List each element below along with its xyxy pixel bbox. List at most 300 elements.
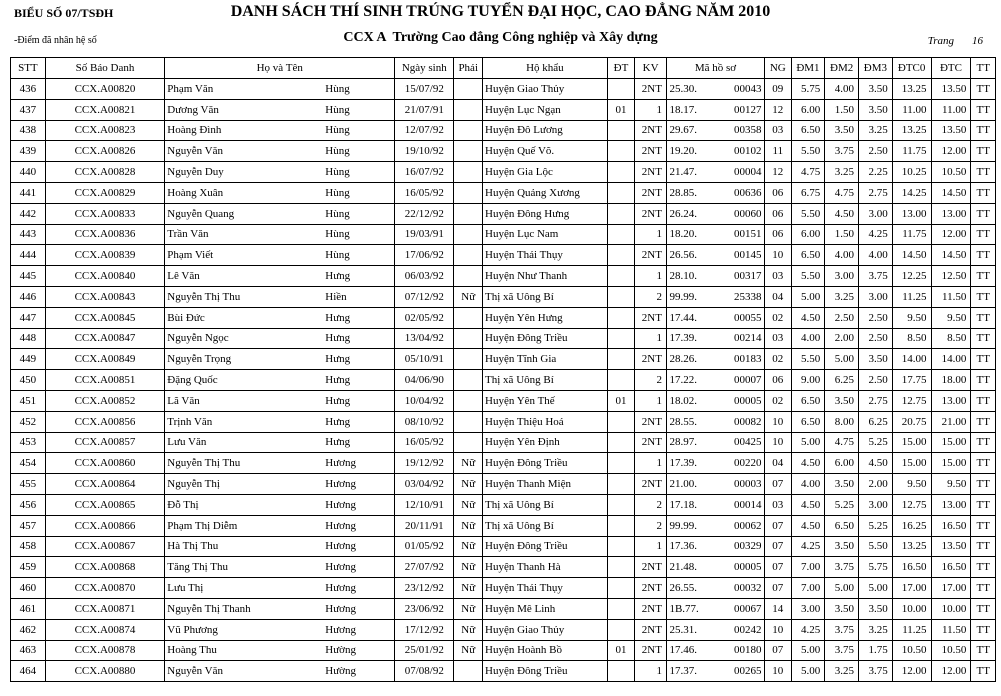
column-header: ĐTC bbox=[931, 58, 971, 79]
cell-name bbox=[165, 224, 395, 245]
cell-residence: Huyện Thanh Miện bbox=[483, 474, 608, 495]
table-body bbox=[11, 79, 996, 682]
cell-dm3: 3.25 bbox=[859, 619, 893, 640]
cell-dtc0: 12.75 bbox=[892, 494, 931, 515]
table-row bbox=[11, 619, 996, 640]
cell-dob: 23/06/92 bbox=[395, 598, 454, 619]
cell-residence: Huyện Tĩnh Gia bbox=[483, 349, 608, 370]
cell-dt bbox=[607, 266, 635, 287]
cell-dm2: 4.75 bbox=[825, 432, 859, 453]
cell-dossier-number: 00636 bbox=[733, 186, 762, 199]
column-header: ĐM1 bbox=[791, 58, 825, 79]
cell-dm1: 4.50 bbox=[791, 307, 825, 328]
cell-dm3: 2.50 bbox=[859, 141, 893, 162]
cell-stt: 462 bbox=[11, 619, 46, 640]
column-header: ĐM2 bbox=[825, 58, 859, 79]
cell-dossier-prefix: 26.56. bbox=[669, 249, 697, 262]
cell-given-name: Hưng bbox=[325, 270, 351, 283]
cell-dossier bbox=[666, 349, 764, 370]
cell-dossier bbox=[666, 640, 764, 661]
cell-dtc: 9.50 bbox=[931, 307, 971, 328]
table-row bbox=[11, 245, 996, 266]
cell-surname: Nguyễn Trọng bbox=[167, 353, 232, 366]
cell-kv: 1 bbox=[635, 266, 667, 287]
cell-dtc: 13.50 bbox=[931, 120, 971, 141]
cell-given-name: Hưng bbox=[325, 374, 351, 387]
cell-dm2: 6.50 bbox=[825, 515, 859, 536]
cell-dossier-number: 00007 bbox=[733, 374, 762, 387]
column-header: KV bbox=[635, 58, 667, 79]
cell-residence: Huyện Yên Hưng bbox=[483, 307, 608, 328]
table-header bbox=[11, 58, 996, 79]
cell-dossier-number: 00067 bbox=[733, 602, 762, 615]
cell-dob: 12/10/91 bbox=[395, 494, 454, 515]
cell-gender: Nữ bbox=[454, 619, 483, 640]
cell-dossier-prefix: 21.47. bbox=[669, 166, 697, 179]
cell-dossier-prefix: 26.24. bbox=[669, 207, 697, 220]
cell-gender bbox=[454, 661, 483, 682]
cell-dtc: 13.50 bbox=[931, 79, 971, 100]
cell-gender bbox=[454, 79, 483, 100]
cell-dtc: 12.00 bbox=[931, 661, 971, 682]
score-note: -Điểm đã nhân hệ số bbox=[14, 35, 97, 46]
cell-gender bbox=[454, 120, 483, 141]
cell-sbd: CCX.A00851 bbox=[45, 370, 165, 391]
cell-tt: TT bbox=[971, 411, 996, 432]
cell-dossier-number: 00317 bbox=[733, 270, 762, 283]
cell-dt bbox=[607, 557, 635, 578]
cell-dob: 16/07/92 bbox=[395, 162, 454, 183]
cell-dob: 17/12/92 bbox=[395, 619, 454, 640]
cell-sbd: CCX.A00870 bbox=[45, 578, 165, 599]
table-row bbox=[11, 162, 996, 183]
cell-dossier-prefix: 21.48. bbox=[669, 561, 697, 574]
cell-given-name: Hường bbox=[325, 665, 357, 678]
cell-dossier-number: 00180 bbox=[733, 644, 762, 657]
cell-dtc0: 11.75 bbox=[892, 224, 931, 245]
cell-dm1: 5.50 bbox=[791, 203, 825, 224]
cell-dossier-prefix: 17.46. bbox=[669, 644, 697, 657]
cell-dtc0: 16.50 bbox=[892, 557, 931, 578]
cell-dob: 13/04/92 bbox=[395, 328, 454, 349]
cell-kv: 2 bbox=[635, 515, 667, 536]
cell-kv: 2NT bbox=[635, 578, 667, 599]
cell-dm1: 9.00 bbox=[791, 370, 825, 391]
cell-ng: 09 bbox=[765, 79, 792, 100]
cell-dtc: 21.00 bbox=[931, 411, 971, 432]
cell-ng: 11 bbox=[765, 141, 792, 162]
cell-dm1: 4.25 bbox=[791, 536, 825, 557]
cell-tt: TT bbox=[971, 266, 996, 287]
cell-surname: Nguyễn Thị bbox=[167, 478, 220, 491]
cell-gender bbox=[454, 328, 483, 349]
cell-dm1: 4.50 bbox=[791, 494, 825, 515]
cell-dm1: 4.50 bbox=[791, 515, 825, 536]
cell-gender: Nữ bbox=[454, 640, 483, 661]
cell-name bbox=[165, 349, 395, 370]
cell-given-name: Hương bbox=[325, 602, 357, 615]
cell-dossier-number: 00265 bbox=[733, 665, 762, 678]
cell-dossier-prefix: 99.99. bbox=[669, 290, 697, 303]
cell-tt: TT bbox=[971, 79, 996, 100]
cell-dossier-number: 00004 bbox=[733, 166, 762, 179]
school-line bbox=[0, 30, 1001, 46]
cell-surname: Phạm Thị Diễm bbox=[167, 519, 238, 532]
cell-given-name: Hương bbox=[325, 540, 357, 553]
cell-dtc0: 14.00 bbox=[892, 349, 931, 370]
cell-sbd: CCX.A00871 bbox=[45, 598, 165, 619]
cell-stt: 446 bbox=[11, 286, 46, 307]
cell-dtc0: 10.25 bbox=[892, 162, 931, 183]
school-name: Trường Cao đẳng Công nghiệp và Xây dựng bbox=[392, 30, 658, 45]
cell-name bbox=[165, 515, 395, 536]
cell-stt: 463 bbox=[11, 640, 46, 661]
cell-dtc0: 14.50 bbox=[892, 245, 931, 266]
cell-dt bbox=[607, 515, 635, 536]
cell-residence: Huyện Yên Thế bbox=[483, 390, 608, 411]
cell-stt: 456 bbox=[11, 494, 46, 515]
cell-dossier-number: 00032 bbox=[733, 582, 762, 595]
cell-gender: Nữ bbox=[454, 286, 483, 307]
cell-dob: 22/12/92 bbox=[395, 203, 454, 224]
cell-dossier bbox=[666, 286, 764, 307]
cell-dm2: 3.50 bbox=[825, 536, 859, 557]
cell-ng: 10 bbox=[765, 245, 792, 266]
cell-surname: Phạm Viết bbox=[167, 249, 214, 262]
cell-dm2: 3.00 bbox=[825, 266, 859, 287]
cell-given-name: Hương bbox=[325, 623, 357, 636]
cell-ng: 02 bbox=[765, 390, 792, 411]
cell-dossier bbox=[666, 474, 764, 495]
table-row bbox=[11, 640, 996, 661]
cell-dm3: 4.25 bbox=[859, 224, 893, 245]
cell-stt: 438 bbox=[11, 120, 46, 141]
cell-kv: 2NT bbox=[635, 162, 667, 183]
cell-dt bbox=[607, 203, 635, 224]
cell-dtc0: 17.75 bbox=[892, 370, 931, 391]
cell-sbd: CCX.A00840 bbox=[45, 266, 165, 287]
cell-stt: 460 bbox=[11, 578, 46, 599]
cell-dtc0: 20.75 bbox=[892, 411, 931, 432]
cell-dossier bbox=[666, 557, 764, 578]
cell-dossier-number: 00014 bbox=[733, 498, 762, 511]
cell-residence: Huyện Thái Thụy bbox=[483, 578, 608, 599]
cell-stt: 455 bbox=[11, 474, 46, 495]
cell-dossier bbox=[666, 182, 764, 203]
cell-sbd: CCX.A00845 bbox=[45, 307, 165, 328]
cell-dossier-prefix: 99.99. bbox=[669, 519, 697, 532]
cell-dossier-number: 00102 bbox=[733, 145, 762, 158]
cell-dm3: 2.75 bbox=[859, 390, 893, 411]
cell-name bbox=[165, 536, 395, 557]
cell-tt: TT bbox=[971, 162, 996, 183]
cell-gender: Nữ bbox=[454, 494, 483, 515]
cell-dm3: 2.00 bbox=[859, 474, 893, 495]
cell-dm3: 2.50 bbox=[859, 370, 893, 391]
cell-residence: Thị xã Uông Bí bbox=[483, 515, 608, 536]
cell-dt bbox=[607, 619, 635, 640]
cell-stt: 447 bbox=[11, 307, 46, 328]
cell-kv: 1 bbox=[635, 99, 667, 120]
cell-dossier-number: 00127 bbox=[733, 103, 762, 116]
cell-dossier bbox=[666, 578, 764, 599]
cell-gender bbox=[454, 245, 483, 266]
cell-dtc: 12.00 bbox=[931, 141, 971, 162]
cell-kv: 2 bbox=[635, 370, 667, 391]
cell-dossier bbox=[666, 245, 764, 266]
cell-ng: 10 bbox=[765, 619, 792, 640]
column-header: ĐTC0 bbox=[892, 58, 931, 79]
cell-given-name: Hương bbox=[325, 582, 357, 595]
cell-tt: TT bbox=[971, 453, 996, 474]
cell-dt bbox=[607, 432, 635, 453]
cell-ng: 04 bbox=[765, 453, 792, 474]
cell-dm3: 3.25 bbox=[859, 120, 893, 141]
cell-dm1: 5.00 bbox=[791, 286, 825, 307]
cell-dossier-number: 00151 bbox=[733, 228, 762, 241]
cell-dob: 12/07/92 bbox=[395, 120, 454, 141]
cell-stt: 442 bbox=[11, 203, 46, 224]
cell-dm1: 7.00 bbox=[791, 557, 825, 578]
cell-ng: 12 bbox=[765, 99, 792, 120]
cell-given-name: Hương bbox=[325, 519, 357, 532]
cell-dossier bbox=[666, 79, 764, 100]
cell-dtc0: 14.25 bbox=[892, 182, 931, 203]
cell-kv: 2NT bbox=[635, 182, 667, 203]
table-row bbox=[11, 79, 996, 100]
cell-dossier-prefix: 28.85. bbox=[669, 186, 697, 199]
cell-dossier-number: 00003 bbox=[733, 478, 762, 491]
cell-dtc0: 13.25 bbox=[892, 536, 931, 557]
cell-dossier bbox=[666, 266, 764, 287]
cell-dm2: 3.50 bbox=[825, 474, 859, 495]
cell-surname: Nguyễn Văn bbox=[167, 145, 223, 158]
cell-dt bbox=[607, 245, 635, 266]
cell-dm3: 3.75 bbox=[859, 266, 893, 287]
cell-name bbox=[165, 182, 395, 203]
cell-dossier-prefix: 29.67. bbox=[669, 124, 697, 137]
table-row bbox=[11, 474, 996, 495]
cell-dossier bbox=[666, 224, 764, 245]
cell-dtc0: 11.75 bbox=[892, 141, 931, 162]
cell-dtc: 9.50 bbox=[931, 474, 971, 495]
cell-name bbox=[165, 474, 395, 495]
cell-dt bbox=[607, 536, 635, 557]
cell-dtc: 13.00 bbox=[931, 203, 971, 224]
table-row bbox=[11, 286, 996, 307]
cell-ng: 07 bbox=[765, 515, 792, 536]
cell-dossier bbox=[666, 120, 764, 141]
cell-dtc: 16.50 bbox=[931, 557, 971, 578]
cell-dtc0: 12.00 bbox=[892, 661, 931, 682]
column-header: ĐM3 bbox=[859, 58, 893, 79]
cell-gender bbox=[454, 141, 483, 162]
column-header: Ngày sinh bbox=[395, 58, 454, 79]
cell-ng: 10 bbox=[765, 661, 792, 682]
cell-given-name: Hùng bbox=[325, 82, 350, 95]
cell-tt: TT bbox=[971, 619, 996, 640]
column-header: Số Báo Danh bbox=[45, 58, 165, 79]
cell-stt: 458 bbox=[11, 536, 46, 557]
cell-dossier bbox=[666, 162, 764, 183]
cell-ng: 12 bbox=[765, 162, 792, 183]
table-row bbox=[11, 182, 996, 203]
cell-residence: Huyện Giao Thủy bbox=[483, 79, 608, 100]
cell-stt: 443 bbox=[11, 224, 46, 245]
cell-gender bbox=[454, 370, 483, 391]
cell-dm3: 2.75 bbox=[859, 182, 893, 203]
cell-sbd: CCX.A00828 bbox=[45, 162, 165, 183]
cell-kv: 1 bbox=[635, 224, 667, 245]
cell-residence: Huyện Giao Thủy bbox=[483, 619, 608, 640]
cell-residence: Thị xã Uông Bí bbox=[483, 286, 608, 307]
cell-name bbox=[165, 661, 395, 682]
cell-tt: TT bbox=[971, 120, 996, 141]
cell-dm1: 4.25 bbox=[791, 619, 825, 640]
cell-dtc: 10.50 bbox=[931, 640, 971, 661]
cell-dm1: 6.75 bbox=[791, 182, 825, 203]
cell-dt bbox=[607, 598, 635, 619]
cell-dm3: 5.00 bbox=[859, 578, 893, 599]
cell-dm1: 6.50 bbox=[791, 390, 825, 411]
cell-tt: TT bbox=[971, 307, 996, 328]
cell-dob: 05/10/91 bbox=[395, 349, 454, 370]
cell-dossier-prefix: 17.36. bbox=[669, 540, 697, 553]
cell-dm3: 3.50 bbox=[859, 349, 893, 370]
cell-dm3: 3.50 bbox=[859, 598, 893, 619]
cell-sbd: CCX.A00826 bbox=[45, 141, 165, 162]
cell-sbd: CCX.A00843 bbox=[45, 286, 165, 307]
cell-dossier bbox=[666, 370, 764, 391]
cell-name bbox=[165, 307, 395, 328]
cell-gender bbox=[454, 432, 483, 453]
cell-dossier bbox=[666, 494, 764, 515]
cell-dossier bbox=[666, 411, 764, 432]
cell-dob: 20/11/91 bbox=[395, 515, 454, 536]
cell-surname: Nguyễn Quang bbox=[167, 207, 235, 220]
cell-dossier-number: 00329 bbox=[733, 540, 762, 553]
cell-dt bbox=[607, 453, 635, 474]
cell-residence: Huyện Lục Ngạn bbox=[483, 99, 608, 120]
cell-sbd: CCX.A00839 bbox=[45, 245, 165, 266]
cell-dt bbox=[607, 120, 635, 141]
cell-dm2: 3.75 bbox=[825, 619, 859, 640]
table-row bbox=[11, 141, 996, 162]
cell-kv: 2NT bbox=[635, 307, 667, 328]
cell-dob: 16/05/92 bbox=[395, 182, 454, 203]
cell-dossier-prefix: 17.37. bbox=[669, 665, 697, 678]
cell-surname: Lưu Văn bbox=[167, 436, 207, 449]
cell-surname: Nguyễn Văn bbox=[167, 665, 223, 678]
page-label: Trang bbox=[927, 35, 954, 47]
cell-dob: 23/12/92 bbox=[395, 578, 454, 599]
cell-dtc0: 10.50 bbox=[892, 640, 931, 661]
cell-dossier-prefix: 28.26. bbox=[669, 353, 697, 366]
cell-dm1: 4.50 bbox=[791, 453, 825, 474]
cell-dm2: 3.25 bbox=[825, 661, 859, 682]
cell-dt bbox=[607, 141, 635, 162]
cell-residence: Huyện Như Thanh bbox=[483, 266, 608, 287]
cell-dossier-number: 00005 bbox=[733, 394, 762, 407]
cell-dtc0: 13.25 bbox=[892, 79, 931, 100]
cell-dossier bbox=[666, 536, 764, 557]
cell-stt: 445 bbox=[11, 266, 46, 287]
cell-dm2: 3.50 bbox=[825, 120, 859, 141]
cell-tt: TT bbox=[971, 640, 996, 661]
cell-dossier bbox=[666, 203, 764, 224]
cell-dtc0: 16.25 bbox=[892, 515, 931, 536]
cell-kv: 2NT bbox=[635, 79, 667, 100]
table-row bbox=[11, 390, 996, 411]
cell-gender bbox=[454, 266, 483, 287]
cell-stt: 439 bbox=[11, 141, 46, 162]
cell-kv: 2NT bbox=[635, 245, 667, 266]
cell-dm2: 1.50 bbox=[825, 99, 859, 120]
cell-sbd: CCX.A00880 bbox=[45, 661, 165, 682]
cell-surname: Hà Thị Thu bbox=[167, 540, 219, 553]
cell-gender: Nữ bbox=[454, 578, 483, 599]
cell-dob: 07/08/92 bbox=[395, 661, 454, 682]
table-row bbox=[11, 224, 996, 245]
cell-stt: 444 bbox=[11, 245, 46, 266]
cell-ng: 07 bbox=[765, 640, 792, 661]
cell-gender bbox=[454, 99, 483, 120]
column-header: STT bbox=[11, 58, 46, 79]
cell-dm2: 8.00 bbox=[825, 411, 859, 432]
cell-given-name: Hưng bbox=[325, 436, 351, 449]
cell-tt: TT bbox=[971, 661, 996, 682]
cell-surname: Nguyễn Thị Thu bbox=[167, 290, 241, 303]
cell-name bbox=[165, 432, 395, 453]
cell-tt: TT bbox=[971, 286, 996, 307]
cell-dtc: 13.00 bbox=[931, 390, 971, 411]
cell-dt bbox=[607, 661, 635, 682]
cell-stt: 441 bbox=[11, 182, 46, 203]
cell-gender: Nữ bbox=[454, 536, 483, 557]
cell-stt: 440 bbox=[11, 162, 46, 183]
cell-dm3: 3.50 bbox=[859, 99, 893, 120]
cell-dm3: 1.75 bbox=[859, 640, 893, 661]
cell-residence: Huyện Lục Nam bbox=[483, 224, 608, 245]
cell-dt bbox=[607, 494, 635, 515]
cell-dob: 19/03/91 bbox=[395, 224, 454, 245]
cell-surname: Lưu Thị bbox=[167, 582, 204, 595]
cell-given-name: Hương bbox=[325, 478, 357, 491]
cell-dm2: 4.75 bbox=[825, 182, 859, 203]
cell-ng: 07 bbox=[765, 536, 792, 557]
table-row bbox=[11, 661, 996, 682]
cell-surname: Nguyễn Duy bbox=[167, 166, 224, 179]
cell-given-name: Hưng bbox=[325, 394, 351, 407]
cell-dm3: 5.50 bbox=[859, 536, 893, 557]
cell-ng: 06 bbox=[765, 182, 792, 203]
cell-ng: 03 bbox=[765, 328, 792, 349]
cell-ng: 10 bbox=[765, 411, 792, 432]
cell-sbd: CCX.A00821 bbox=[45, 99, 165, 120]
table-row bbox=[11, 557, 996, 578]
cell-given-name: Hùng bbox=[325, 166, 350, 179]
cell-dossier-number: 00060 bbox=[733, 207, 762, 220]
cell-stt: 454 bbox=[11, 453, 46, 474]
cell-kv: 1 bbox=[635, 390, 667, 411]
cell-dm1: 5.50 bbox=[791, 141, 825, 162]
cell-kv: 2NT bbox=[635, 141, 667, 162]
cell-given-name: Hương bbox=[325, 457, 357, 470]
cell-gender bbox=[454, 411, 483, 432]
cell-kv: 1 bbox=[635, 328, 667, 349]
cell-dob: 03/04/92 bbox=[395, 474, 454, 495]
cell-dossier-number: 00214 bbox=[733, 332, 762, 345]
